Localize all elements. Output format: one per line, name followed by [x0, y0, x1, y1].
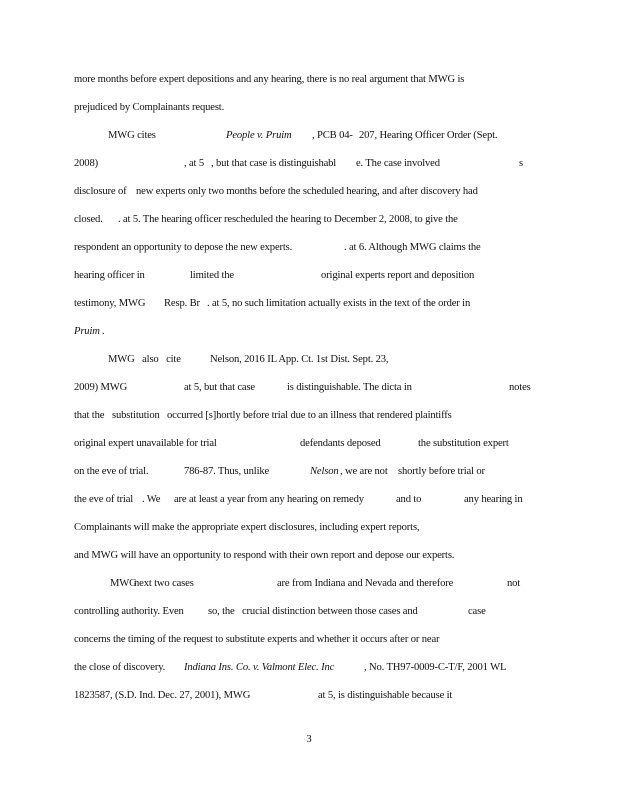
text-fragment: closed.: [74, 214, 103, 225]
text-fragment: next two cases: [134, 578, 194, 589]
text-fragment: respondent an opportunity to depose the new experts.: [74, 242, 293, 253]
text-fragment: on the eve of trial.: [74, 466, 149, 477]
text-fragment: MWG also cite: [108, 354, 181, 365]
case-citation: People v. Pruim: [226, 130, 292, 141]
text-fragment: defendants deposed: [300, 438, 381, 449]
text-fragment: so, the: [208, 606, 235, 617]
text-fragment: and MWG will have an opportunity to respond with their own report and depose our experts.: [74, 550, 455, 561]
text-fragment: is distinguishable. The dicta in: [287, 382, 412, 393]
text-fragment: MWG cites: [108, 130, 156, 141]
text-fragment: hearing officer in: [74, 270, 145, 281]
text-fragment: , but that case is distinguishabl: [211, 158, 337, 169]
text-fragment: substitution: [112, 410, 160, 421]
text-fragment: not: [507, 578, 521, 589]
text-fragment: any hearing in: [464, 494, 523, 505]
text-fragment: new experts only two months before the scheduled hearing, and after discovery had: [136, 186, 478, 197]
case-citation: Indiana Ins. Co. v. Valmont Elec. Inc: [184, 662, 335, 673]
text-fragment: are at least a year from any hearing on remedy: [174, 494, 364, 505]
text-fragment: 2008): [74, 158, 98, 169]
text-fragment: the close of discovery.: [74, 662, 166, 673]
text-fragment: . at 5, no such limitation actually exists in the text of the order in: [207, 298, 471, 309]
text-fragment: disclosure of: [74, 186, 127, 197]
text-fragment: .: [102, 326, 105, 337]
text-fragment: controlling authority. Even: [74, 606, 184, 617]
case-citation: Nelson, 2016 IL App. Ct. 1st Dist. Sept. 23,: [210, 354, 389, 365]
text-fragment: , at 5: [184, 158, 204, 169]
text-fragment: are from Indiana and Nevada and therefore: [277, 578, 454, 589]
text-fragment: notes: [509, 382, 531, 393]
text-fragment: MWG: [110, 578, 137, 589]
text-fragment: prejudiced by Complainants request.: [74, 102, 225, 113]
text-fragment: 786-87. Thus, unlike: [184, 466, 270, 477]
text-fragment: . at 6. Although MWG claims the: [344, 242, 481, 253]
text-fragment: the substitution expert: [418, 438, 509, 449]
text-fragment: , No. TH97-0009-C-T/F, 2001 WL: [364, 662, 507, 673]
text-fragment: , PCB 04-: [312, 130, 353, 141]
text-fragment: 1823587, (S.D. Ind. Dec. 27, 2001), MWG: [74, 690, 251, 701]
text-fragment: limited the: [190, 270, 234, 281]
text-fragment: concerns the timing of the request to substitute experts and whether it occurs after or near: [74, 634, 440, 645]
text-fragment: s: [519, 158, 523, 169]
text-fragment: . at 5. The hearing officer rescheduled the hearing to December 2, 2008, to give the: [118, 214, 458, 225]
text-fragment: and to: [396, 494, 422, 505]
text-fragment: testimony, MWG: [74, 298, 146, 309]
text-fragment: the eve of trial: [74, 494, 134, 505]
text-fragment: Complainants will make the appropriate expert disclosures, including expert reports,: [74, 522, 420, 533]
text-fragment: Resp. Br: [164, 298, 200, 309]
text-fragment: , we are not: [340, 466, 388, 477]
case-citation: Nelson: [310, 466, 339, 477]
text-fragment: more months before expert depositions and any hearing, there is no real argument that MWG is: [74, 74, 465, 85]
text-fragment: original expert unavailable for trial: [74, 438, 217, 449]
text-fragment: at 5, is distinguishable because it: [318, 690, 453, 701]
case-citation: Pruim: [74, 326, 100, 337]
text-fragment: original experts report and deposition: [321, 270, 475, 281]
text-fragment: shortly before trial or: [398, 466, 485, 477]
text-fragment: occurred [s]hortly before trial due to an illness that rendered plaintiffs: [167, 410, 452, 421]
text-fragment: case: [468, 606, 486, 617]
text-fragment: that the: [74, 410, 105, 421]
page-number: 3: [306, 734, 312, 745]
text-fragment: 207, Hearing Officer Order (Sept.: [359, 130, 498, 141]
text-fragment: at 5, but that case: [184, 382, 255, 393]
text-fragment: e. The case involved: [356, 158, 440, 169]
text-fragment: . We: [142, 494, 161, 505]
text-fragment: 2009) MWG: [74, 382, 128, 393]
text-fragment: crucial distinction between those cases and: [242, 606, 418, 617]
